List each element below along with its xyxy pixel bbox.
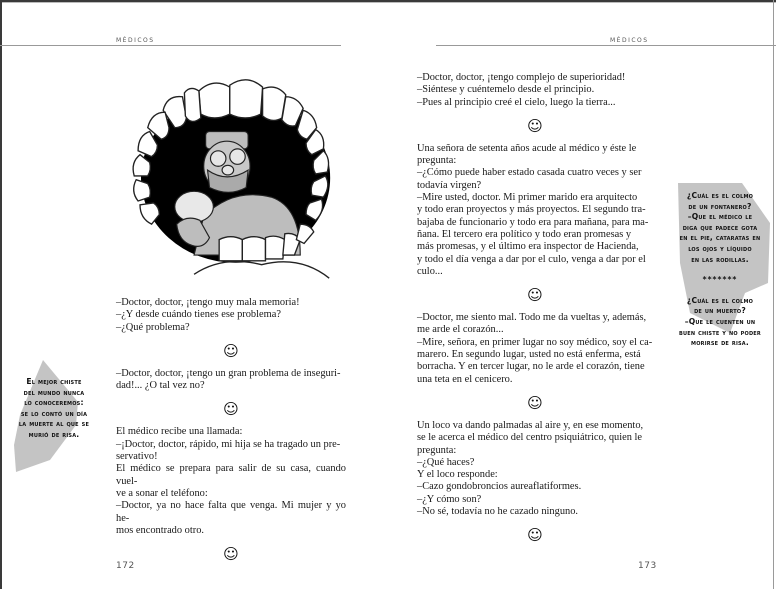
joke-line: culo... xyxy=(417,265,443,277)
sidebar-line: de un fontanero? xyxy=(688,201,752,211)
joke-superioridad xyxy=(417,72,653,109)
joke-llamada xyxy=(116,426,346,537)
smiley-separator-icon: ☺ xyxy=(527,393,543,412)
joke-camarero xyxy=(417,312,653,386)
joke-line: Y el loco responde: xyxy=(417,469,498,481)
dentist-illustration xyxy=(125,62,350,284)
sidebar-colmos-right xyxy=(664,191,776,349)
sidebar-line: El mejor chiste xyxy=(26,377,82,386)
smiley-separator-icon: ☺ xyxy=(527,116,543,135)
joke-loco xyxy=(417,420,653,518)
joke-line: ve a sonar el teléfono: xyxy=(116,487,208,499)
right-page-body xyxy=(417,72,653,552)
joke-line: –Doctor, doctor, ¡tengo complejo de superioridad! xyxy=(417,72,626,83)
smiley-separator-icon: ☺ xyxy=(223,545,239,564)
joke-line: más promesas, y el último era inspector de Hacienda, xyxy=(417,241,639,253)
header-rule-right xyxy=(436,45,776,46)
joke-line: una teta en el cenicero. xyxy=(417,373,513,385)
sidebar-line: buen chiste y no poder xyxy=(679,327,761,337)
header-rule-left xyxy=(0,45,341,46)
sidebar-line: del mundo nunca xyxy=(23,387,85,397)
joke-line: –¿Qué haces? xyxy=(417,456,475,468)
joke-line: –Doctor, doctor, ¡tengo un gran problema de inseguri- xyxy=(116,367,341,379)
joke-line: –Doctor, me siento mal. Todo me da vueltas y, además, xyxy=(417,312,647,324)
joke-line: pregunta: xyxy=(417,155,457,167)
joke-line: y todo el día venga a dar por el culo, venga a dar por el xyxy=(417,253,646,265)
sidebar-line: morirse de risa. xyxy=(691,338,749,348)
sidebar-line: los ojos y líquido xyxy=(688,243,752,253)
sidebar-line: en las rodillas. xyxy=(691,254,749,264)
page-frame-topline xyxy=(0,2,776,3)
smiley-separator-icon: ☺ xyxy=(527,286,543,305)
joke-line: se le acerca el médico del centro psiquiátrico, quien le xyxy=(417,432,643,444)
joke-line: –¿Cómo puede haber estado casada cuatro veces y ser xyxy=(417,167,642,179)
joke-line: –¿Y cómo son? xyxy=(417,493,482,505)
sidebar-line: –Que le cuenten un xyxy=(684,316,756,326)
joke-line: –No sé, todavía no he cazado ninguno. xyxy=(417,506,579,518)
joke-line: –Cazo gondobroncios aureaflatiformes. xyxy=(417,481,582,493)
sidebar-line: ¿Cuál es el colmo xyxy=(686,295,754,305)
joke-line: –¿Qué problema? xyxy=(116,321,190,333)
joke-line: El médico recibe una llamada: xyxy=(116,426,243,438)
joke-line: borracha. Y en tercer lugar, no le arde el corazón, tiene xyxy=(417,361,645,373)
running-head-left: médicos xyxy=(116,35,155,45)
joke-line: Un loco va dando palmadas al aire y, en ese momento, xyxy=(417,419,644,431)
page-number-left: 172 xyxy=(116,561,135,571)
joke-line: –¿Y desde cuándo tienes ese problema? xyxy=(116,309,281,321)
joke-line: –Mire usted, doctor. Mi primer marido era arquitecto xyxy=(417,192,638,204)
sidebar-line: de un muerto? xyxy=(694,306,746,316)
joke-line: mos encontrado otro. xyxy=(116,524,205,536)
smiley-separator-icon: ☺ xyxy=(223,341,239,360)
joke-line: ñana. El tercero era político y todo eran promesas y xyxy=(417,228,632,240)
sidebar-line: ¿Cuál es el colmo xyxy=(686,191,754,200)
sidebar-quote-left xyxy=(4,377,104,441)
page-frame-left xyxy=(0,0,2,589)
page-number-right: 173 xyxy=(638,561,657,571)
joke-senora-setenta xyxy=(417,143,653,278)
joke-line: –Siéntese y cuéntemelo desde el principio. xyxy=(417,84,595,96)
sidebar-line: la muerte al que se xyxy=(18,419,90,429)
joke-line: Una señora de setenta años acude al médico y éste le xyxy=(417,142,637,154)
joke-line: pregunta: xyxy=(417,444,457,456)
sidebar-line: lo conoceremos: xyxy=(24,398,84,408)
joke-line: El médico se prepara para salir de su casa, cuando vuel- xyxy=(116,463,346,487)
smiley-separator-icon: ☺ xyxy=(527,526,543,545)
sidebar-line: se lo contó un día xyxy=(20,408,88,418)
joke-line: todavía virgen? xyxy=(417,179,482,191)
left-page-body xyxy=(116,297,346,571)
sidebar-line: en el pie, cataratas en xyxy=(679,233,761,243)
sidebar-line: murió de risa. xyxy=(28,429,80,439)
joke-line: marero. En segundo lugar, usted no está enferma, está xyxy=(417,349,641,361)
joke-line: –Pues al principio creé el cielo, luego la tierra... xyxy=(417,96,616,108)
sidebar-line: diga que padece gota xyxy=(682,222,758,232)
running-head-right: médicos xyxy=(610,35,649,45)
joke-line: servativo! xyxy=(116,451,158,463)
sidebar-line: –Que el médico le xyxy=(687,212,753,222)
joke-line: –¡Doctor, doctor, rápido, mi hija se ha tragado un pre- xyxy=(116,438,341,450)
smiley-separator-icon: ☺ xyxy=(223,400,239,419)
joke-line: y todo eran proyectos y más proyectos. El segundo tra- xyxy=(417,204,646,216)
joke-memoria xyxy=(116,297,346,334)
joke-line: –Mire, señora, en primer lugar no soy médico, soy el ca- xyxy=(417,336,653,348)
joke-line: –Doctor, doctor, ¡tengo muy mala memoria! xyxy=(116,297,300,308)
joke-line: dad!... ¿O tal vez no? xyxy=(116,380,205,392)
sidebar-divider: ******* xyxy=(702,275,738,285)
joke-line: bajaba de funcionario y todo era para mañana, para ma- xyxy=(417,216,649,228)
joke-line: –Doctor, ya no hace falta que venga. Mi mujer y yo he- xyxy=(116,500,346,524)
joke-inseguridad xyxy=(116,368,346,393)
joke-line: me arde el corazón... xyxy=(417,324,504,336)
